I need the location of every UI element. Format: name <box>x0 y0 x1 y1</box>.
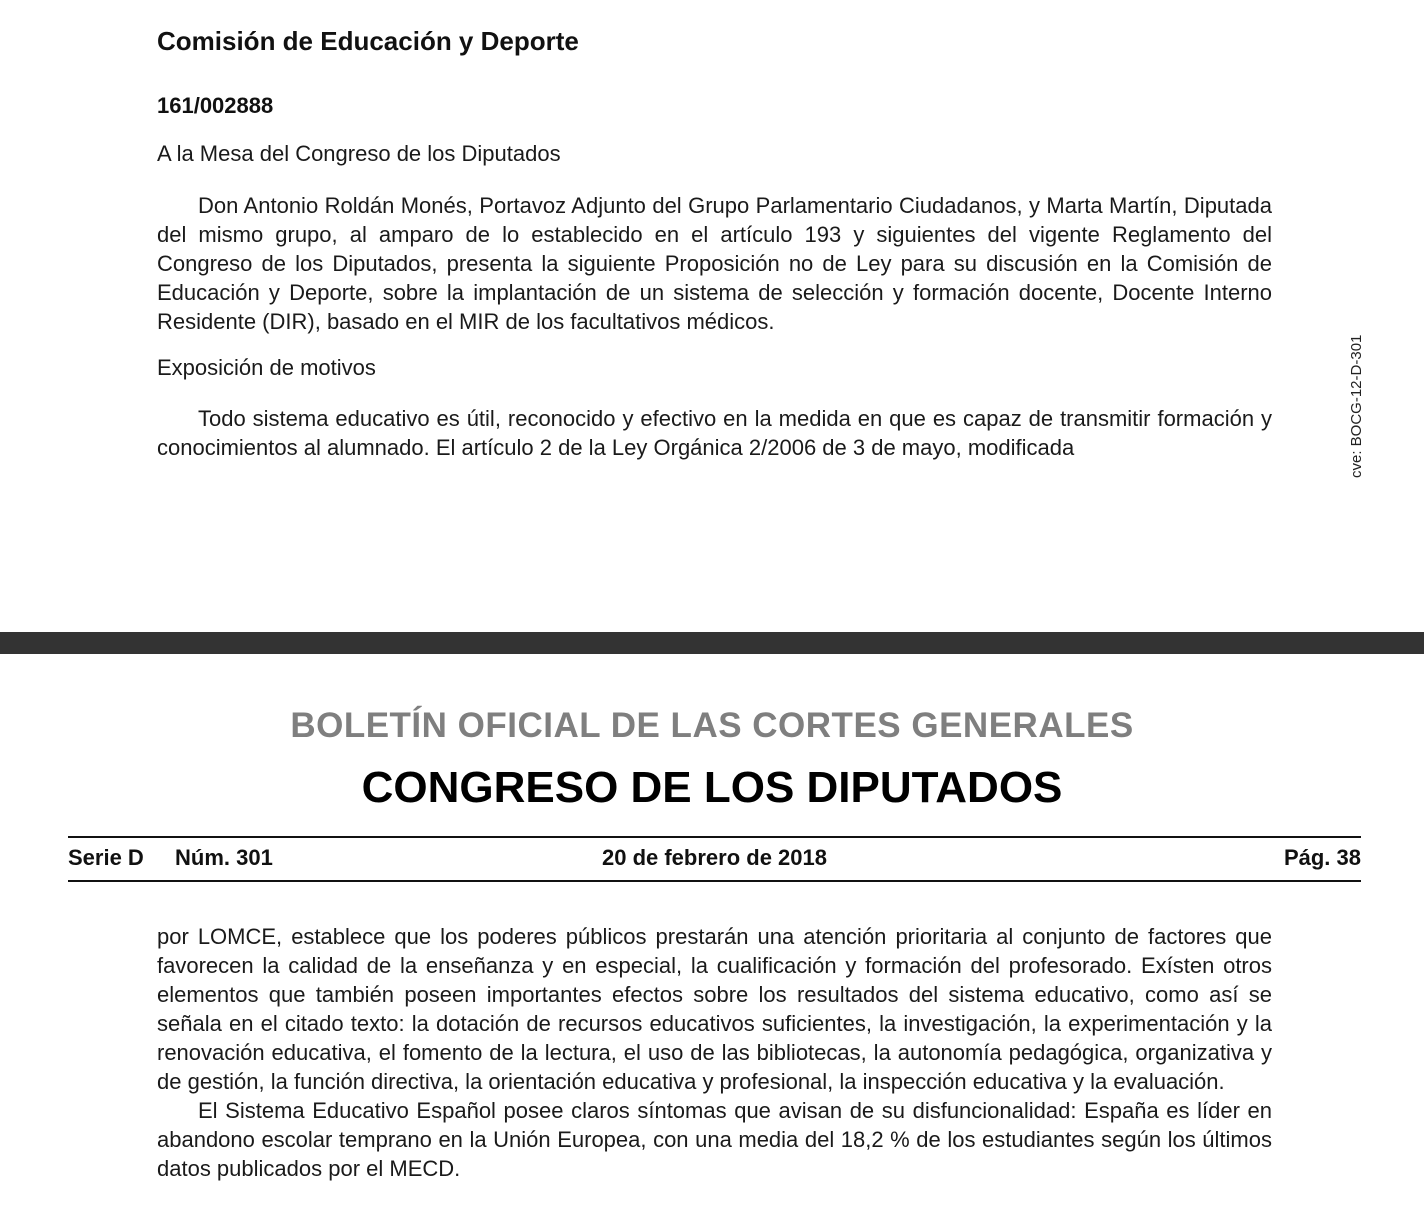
second-paragraph: El Sistema Educativo Español posee claros síntomas que avisan de su disfuncionalidad: España es líder en abandono escolar temprano en la Unión Europea, con una media del 18,2 % de los estudiantes según los últimos datos publicados por el MECD. <box>157 1098 1272 1181</box>
issue-date: 20 de febrero de 2018 <box>601 845 827 870</box>
addressee-line: A la Mesa del Congreso de los Diputados <box>157 141 561 166</box>
header-rule-bottom <box>68 880 1361 882</box>
issue-number: Núm. 301 <box>175 845 273 870</box>
motives-paragraph-block <box>157 404 1272 462</box>
continuation-block <box>157 922 1272 1183</box>
intro-paragraph-block <box>157 191 1272 336</box>
cve-code: cve: BOCG-12-D-301 <box>1348 334 1365 478</box>
document-number: 161/002888 <box>157 93 274 118</box>
chamber-title: CONGRESO DE LOS DIPUTADOS <box>361 763 1063 812</box>
committee-heading: Comisión de Educación y Deporte <box>157 26 579 56</box>
header-meta-row <box>68 845 1361 873</box>
page-divider <box>0 632 1424 654</box>
intro-paragraph: Don Antonio Roldán Monés, Portavoz Adjunto del Grupo Parlamentario Ciudadanos, y Marta Martín, Diputada del mismo grupo, al amparo de lo establecido en el artículo 193 y siguientes del vigente Reglamento del Congreso de los Diputados, presenta la siguiente Proposición no de Ley para su discusión en la Comisión de Educación y Deporte, sobre la implantación de un sistema de selección y formación docente, Docente Interno Residente (DIR), basado en el MIR de los facultativos médicos. <box>157 193 1272 334</box>
bulletin-title: BOLETÍN OFICIAL DE LAS CORTES GENERALES <box>290 706 1134 745</box>
motives-paragraph: Todo sistema educativo es útil, reconocido y efectivo en la medida en que es capaz de transmitir formación y conocimientos al alumnado. El artículo 2 de la Ley Orgánica 2/2006 de 3 de mayo, modificada <box>157 406 1272 460</box>
header-rule-top <box>68 836 1361 838</box>
section-heading: Exposición de motivos <box>157 355 376 380</box>
series-label: Serie D <box>68 845 144 870</box>
continuation-paragraph: por LOMCE, establece que los poderes públicos prestarán una atención prioritaria al conjunto de factores que favorecen la calidad de la enseñanza y en especial, la cualificación y formación del profesorado. Exísten otros elementos que también poseen importantes efectos sobre los resultados del sistema educativo, como así se señala en el citado texto: la dotación de recursos educativos suficientes, la investigación, la experimentación y la renovación educativa, el fomento de la lectura, el uso de las bibliotecas, la autonomía pedagógica, organizativa y de gestión, la función directiva, la orientación educativa y profesional, la inspección educativa y la evaluación. <box>157 924 1272 1094</box>
page-number: Pág. 38 <box>1283 845 1361 870</box>
